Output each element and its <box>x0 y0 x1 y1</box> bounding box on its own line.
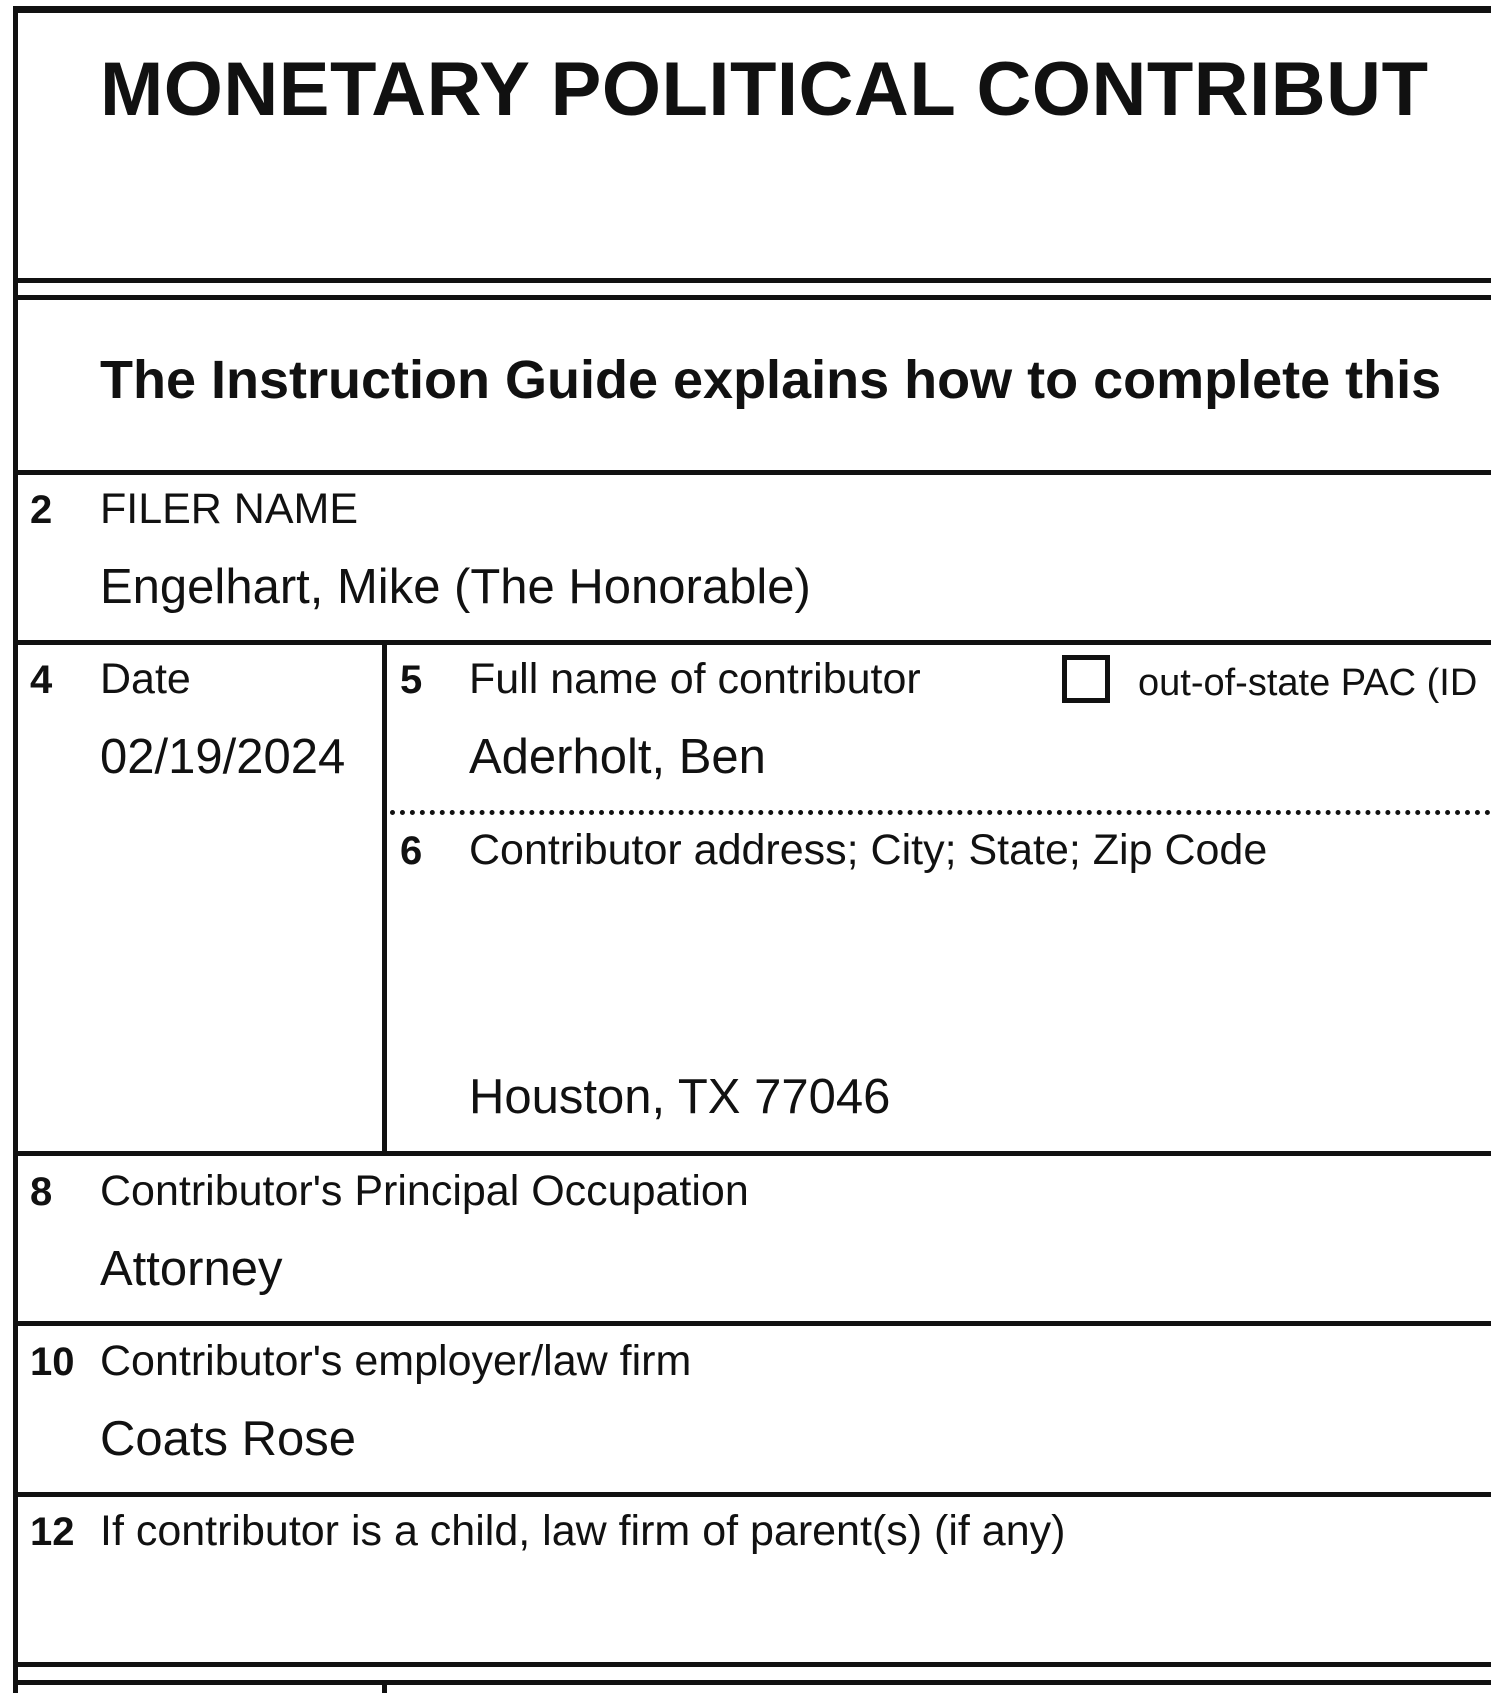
out-of-state-pac-label: out-of-state PAC (ID <box>1138 662 1478 704</box>
filer-field-number: 2 <box>30 488 53 532</box>
occupation-label: Contributor's Principal Occupation <box>100 1167 749 1215</box>
employer-field-number: 10 <box>30 1340 75 1384</box>
date-label: Date <box>100 655 191 703</box>
date-field-number: 4 <box>30 658 53 702</box>
contributor-dotted-divider <box>390 810 1491 815</box>
out-of-state-pac-checkbox[interactable] <box>1062 655 1110 703</box>
form-left-border <box>13 6 18 1693</box>
occupation-field-number: 8 <box>30 1170 53 1214</box>
employer-value: Coats Rose <box>100 1412 357 1466</box>
instruction-guide-text: The Instruction Guide explains how to complete this <box>100 350 1442 410</box>
contributor-address-label: Contributor address; City; State; Zip Code <box>469 826 1268 874</box>
bottom-column-divider <box>382 1680 387 1693</box>
date-value: 02/19/2024 <box>100 730 346 784</box>
employer-label: Contributor's employer/law firm <box>100 1337 692 1385</box>
contributor-name-field-number: 5 <box>400 658 423 702</box>
date-column-divider <box>382 640 387 1155</box>
address-field-number: 6 <box>400 829 423 873</box>
form-top-border <box>13 6 1491 13</box>
child-field-number: 12 <box>30 1510 75 1554</box>
bottom-divider-1 <box>13 1662 1491 1667</box>
contributor-name-value: Aderholt, Ben <box>469 730 766 784</box>
section-divider-employer <box>13 1321 1491 1326</box>
section-divider-filer <box>13 470 1491 475</box>
child-law-firm-label: If contributor is a child, law firm of parent(s) (if any) <box>100 1507 1066 1555</box>
title-divider-1 <box>13 278 1491 283</box>
filer-name-value: Engelhart, Mike (The Honorable) <box>100 560 811 614</box>
section-divider-occupation <box>13 1151 1491 1156</box>
contributor-address-value: Houston, TX 77046 <box>469 1070 891 1124</box>
section-divider-date <box>13 640 1491 645</box>
contributor-name-label: Full name of contributor <box>469 655 921 703</box>
filer-name-label: FILER NAME <box>100 485 359 533</box>
form-title: MONETARY POLITICAL CONTRIBUT <box>100 47 1429 132</box>
occupation-value: Attorney <box>100 1242 283 1296</box>
section-divider-child <box>13 1492 1491 1497</box>
title-divider-2 <box>13 295 1491 300</box>
bottom-divider-2 <box>13 1680 1491 1685</box>
